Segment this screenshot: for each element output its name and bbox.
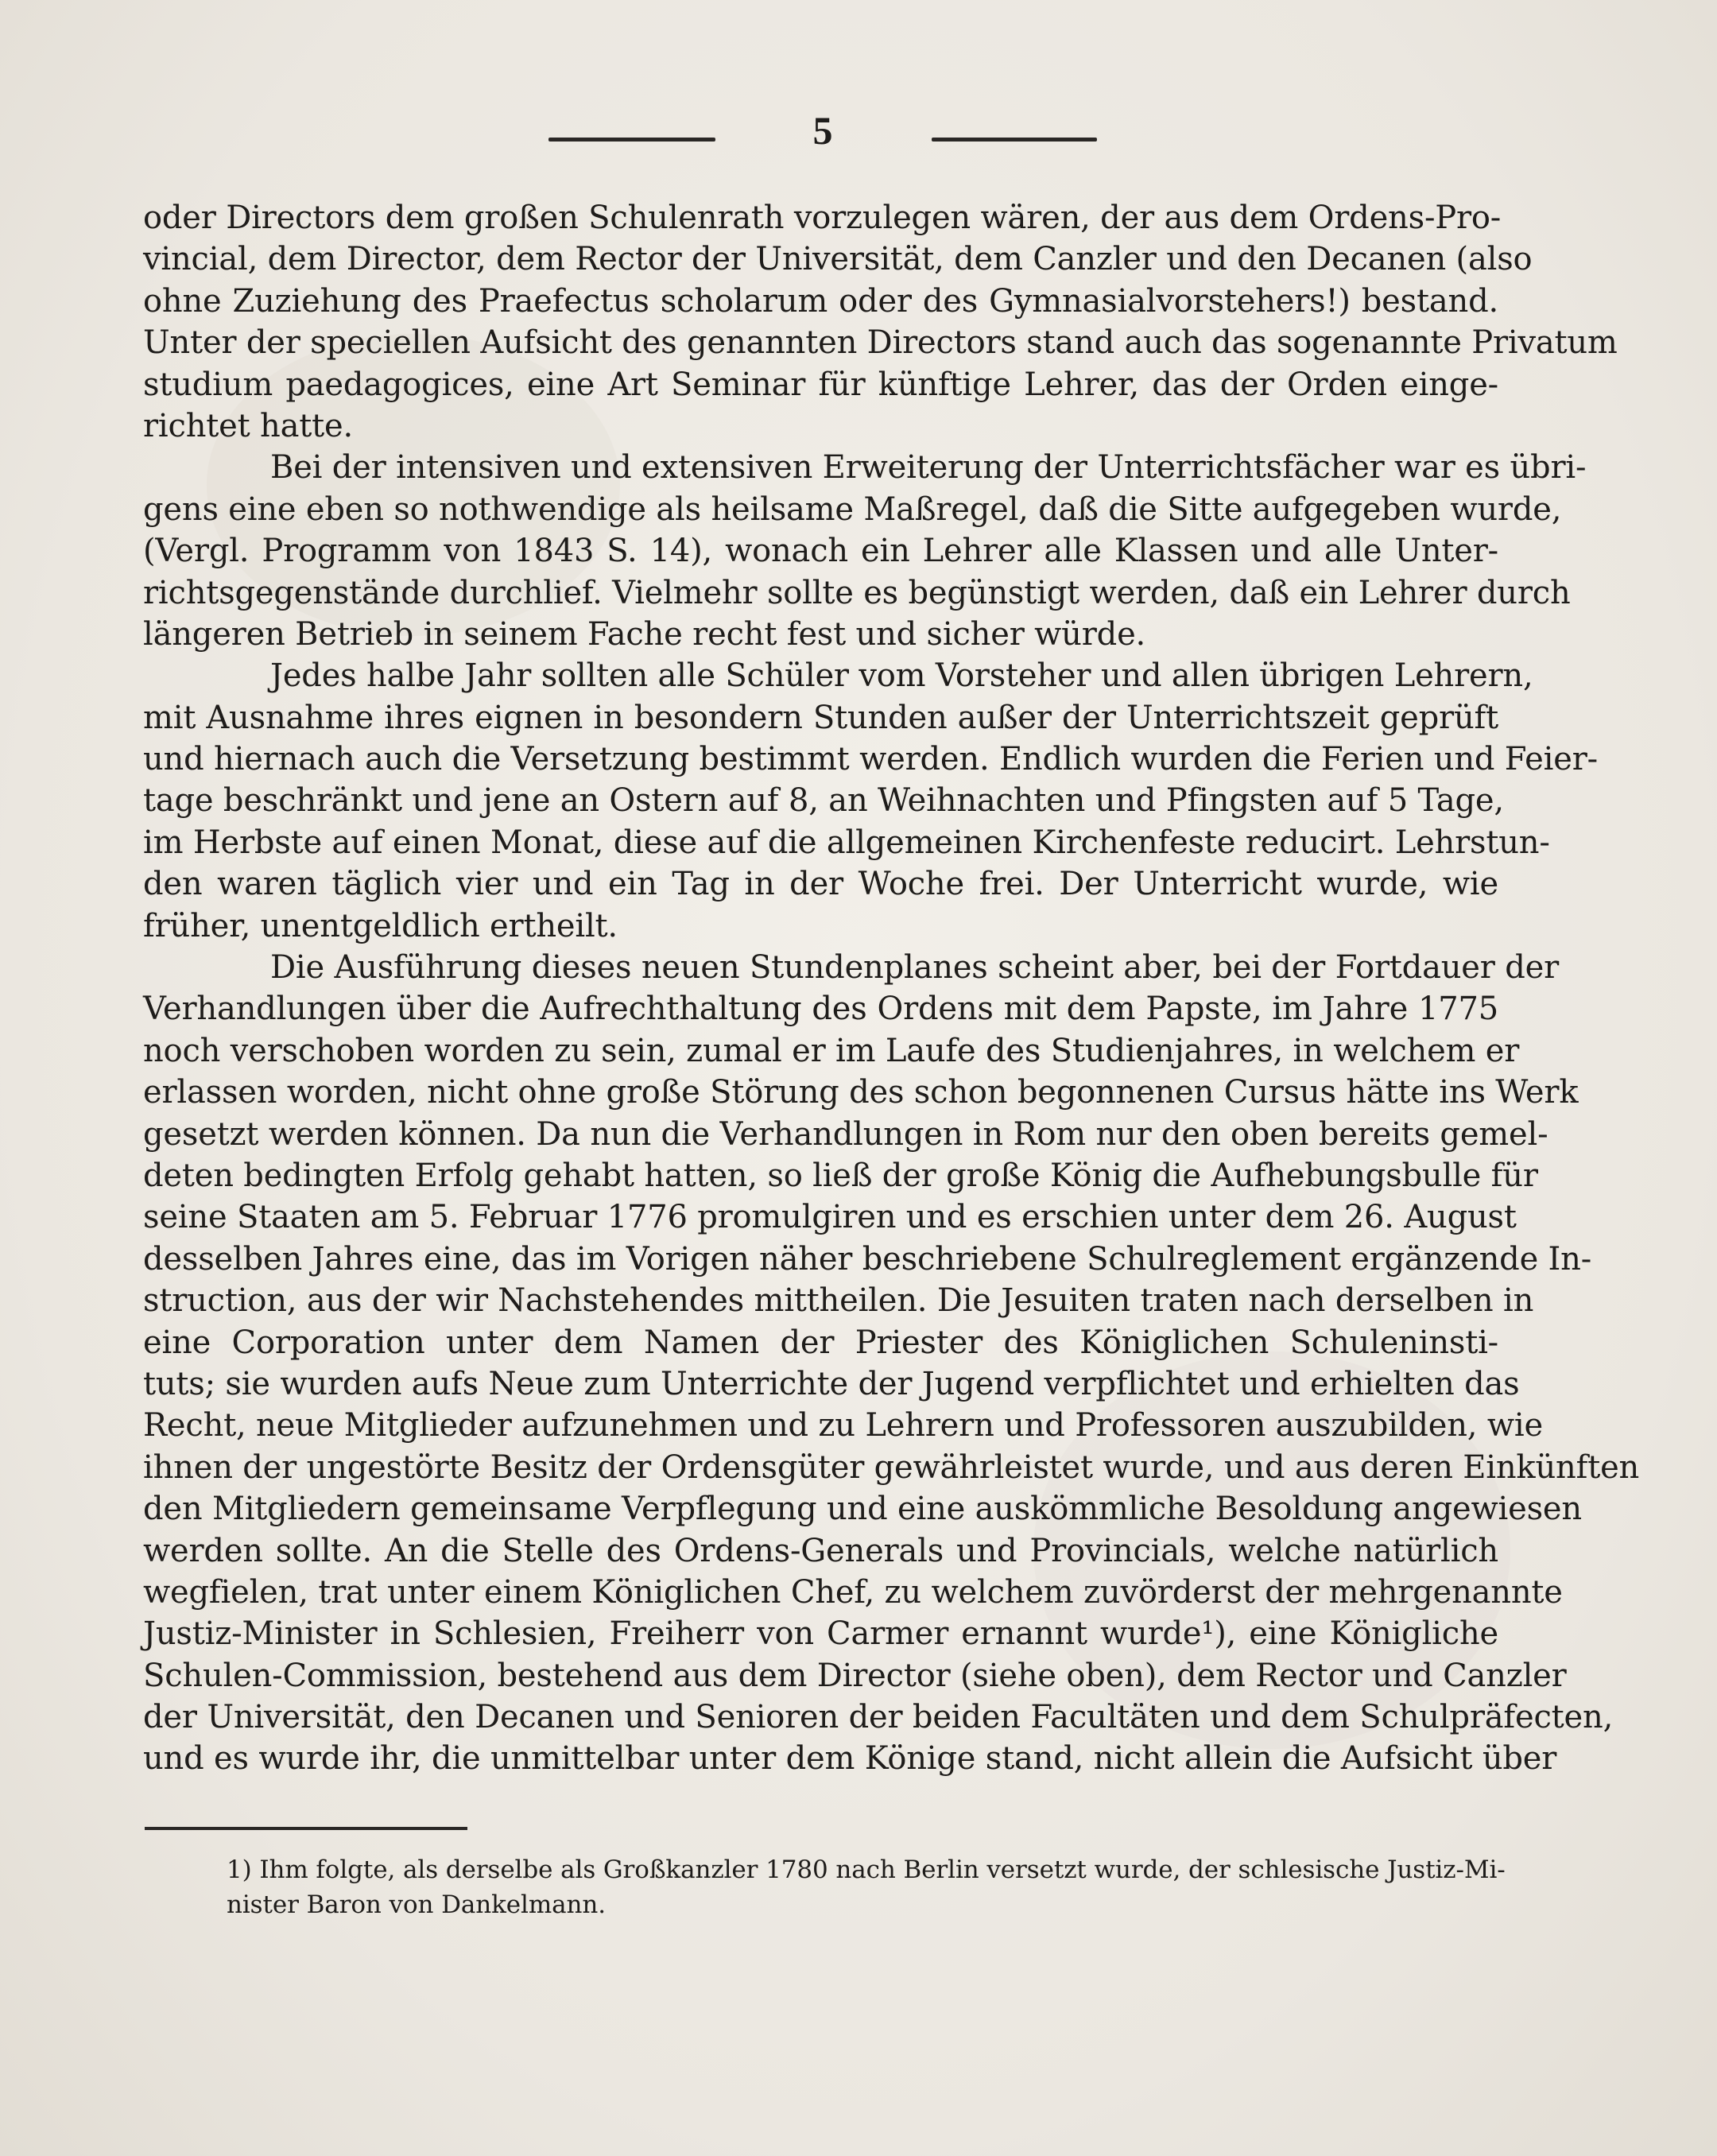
text-line: der Universität, den Decanen und Senioren der beiden Facultäten und dem Schulpräfecten, — [143, 1699, 1614, 1736]
text-line: tage beschränkt und jene an Ostern auf 8, an Weihnachten und Pfingsten auf 5 Tage, — [143, 782, 1504, 820]
text-line: Bei der intensiven und extensiven Erweiterung der Unterrichtsfächer war es übri- — [270, 449, 1587, 487]
text-line: richtsgegenstände durchlief. Vielmehr sollte es begünstigt werden, daß ein Lehrer durch — [143, 574, 1571, 611]
page-header — [0, 107, 1717, 163]
text-line: richtet hatte. — [143, 407, 353, 444]
text-line: deten bedingten Erfolg gehabt hatten, so ließ der große König die Aufhebungsbulle für — [143, 1157, 1538, 1194]
text-line: seine Staaten am 5. Februar 1776 promulgiren und es erschien unter dem 26. August — [143, 1199, 1517, 1236]
footnote-line: nister Baron von Dankelmann. — [227, 1890, 607, 1919]
text-line: mit Ausnahme ihres eignen in besondern Stunden außer der Unterrichtszeit geprüft — [143, 699, 1498, 736]
footnote-line: 1) Ihm folgte, als derselbe als Großkanzler 1780 nach Berlin versetzt wurde, der schlesische Justiz-Mi- — [227, 1855, 1506, 1884]
text-line: früher, unentgeldlich ertheilt. — [143, 907, 618, 944]
text-line: ihnen der ungestörte Besitz der Ordensgüter gewährleistet wurde, und aus deren Einkünften — [143, 1448, 1640, 1486]
text-line: studium paedagogices, eine Art Seminar für künftige Lehrer, das der Orden einge- — [143, 366, 1498, 403]
text-line: längeren Betrieb in seinem Fache recht fest und sicher würde. — [143, 615, 1146, 653]
text-line: Die Ausführung dieses neuen Stundenplanes scheint aber, bei der Fortdauer der — [270, 949, 1559, 987]
footnotes — [227, 1852, 1506, 1922]
header-rule-right — [932, 138, 1097, 142]
body-text — [143, 197, 1640, 1780]
text-line: wegfielen, trat unter einem Königlichen Chef, zu welchem zuvörderst der mehrgenannte — [143, 1573, 1563, 1611]
text-line: eine Corporation unter dem Namen der Priester des Königlichen Schuleninsti- — [143, 1324, 1498, 1361]
text-line: Justiz-Minister in Schlesien, Freiherr von Carmer ernannt wurde¹), eine Königliche — [143, 1615, 1498, 1653]
text-line: gesetzt werden können. Da nun die Verhandlungen in Rom nur den oben bereits gemel- — [143, 1115, 1548, 1153]
text-line: desselben Jahres eine, das im Vorigen näher beschriebene Schulreglement ergänzende In- — [143, 1240, 1592, 1278]
text-line: und es wurde ihr, die unmittelbar unter dem Könige stand, nicht allein die Aufsicht über — [143, 1740, 1557, 1778]
text-line: oder Directors dem großen Schulenrath vorzulegen wären, der aus dem Ordens-Pro- — [143, 200, 1502, 236]
text-line: und hiernach auch die Versetzung bestimmt werden. Endlich wurden die Ferien und Feier- — [143, 741, 1598, 778]
text-line: Unter der speciellen Aufsicht des genannten Directors stand auch das sogenannte Privatum — [143, 324, 1618, 362]
header-rule-left — [548, 138, 715, 142]
text-line: vincial, dem Director, dem Rector der Universität, dem Canzler und den Decanen (also — [143, 241, 1533, 278]
footnote-separator — [145, 1827, 467, 1830]
text-line: noch verschoben worden zu sein, zumal er im Laufe des Studienjahres, in welchem er — [143, 1032, 1520, 1069]
text-line: (Vergl. Programm von 1843 S. 14), wonach ein Lehrer alle Klassen und alle Unter- — [143, 533, 1498, 570]
page-number: 5 — [812, 108, 833, 153]
text-line: den waren täglich vier und ein Tag in der Woche frei. Der Unterricht wurde, wie — [143, 866, 1498, 903]
text-line: tuts; sie wurden aufs Neue zum Unterrichte der Jugend verpflichtet und erhielten das — [143, 1365, 1520, 1402]
text-line: werden sollte. An die Stelle des Ordens-Generals und Provincials, welche natürlich — [143, 1532, 1498, 1569]
text-line: erlassen worden, nicht ohne große Störung des schon begonnenen Cursus hätte ins Werk — [143, 1074, 1579, 1111]
text-line: gens eine eben so nothwendige als heilsame Maßregel, daß die Sitte aufgegeben wurde, — [143, 491, 1562, 528]
text-line: Verhandlungen über die Aufrechthaltung des Ordens mit dem Papste, im Jahre 1775 — [143, 991, 1498, 1028]
text-line: Schulen-Commission, bestehend aus dem Director (siehe oben), dem Rector und Canzler — [143, 1657, 1567, 1694]
text-line: im Herbste auf einen Monat, diese auf die allgemeinen Kirchenfeste reducirt. Lehrstun- — [143, 824, 1550, 861]
text-line: Recht, neue Mitglieder aufzunehmen und zu Lehrern und Professoren auszubilden, wie — [143, 1407, 1543, 1444]
text-line: den Mitgliedern gemeinsame Verpflegung und eine auskömmliche Besoldung angewiesen — [143, 1491, 1582, 1528]
text-line: struction, aus der wir Nachstehendes mittheilen. Die Jesuiten traten nach derselben in — [143, 1282, 1534, 1320]
text-line: Jedes halbe Jahr sollten alle Schüler vom Vorsteher und allen übrigen Lehrern, — [270, 657, 1533, 695]
text-line: ohne Zuziehung des Praefectus scholarum oder des Gymnasialvorstehers!) bestand. — [143, 282, 1498, 320]
